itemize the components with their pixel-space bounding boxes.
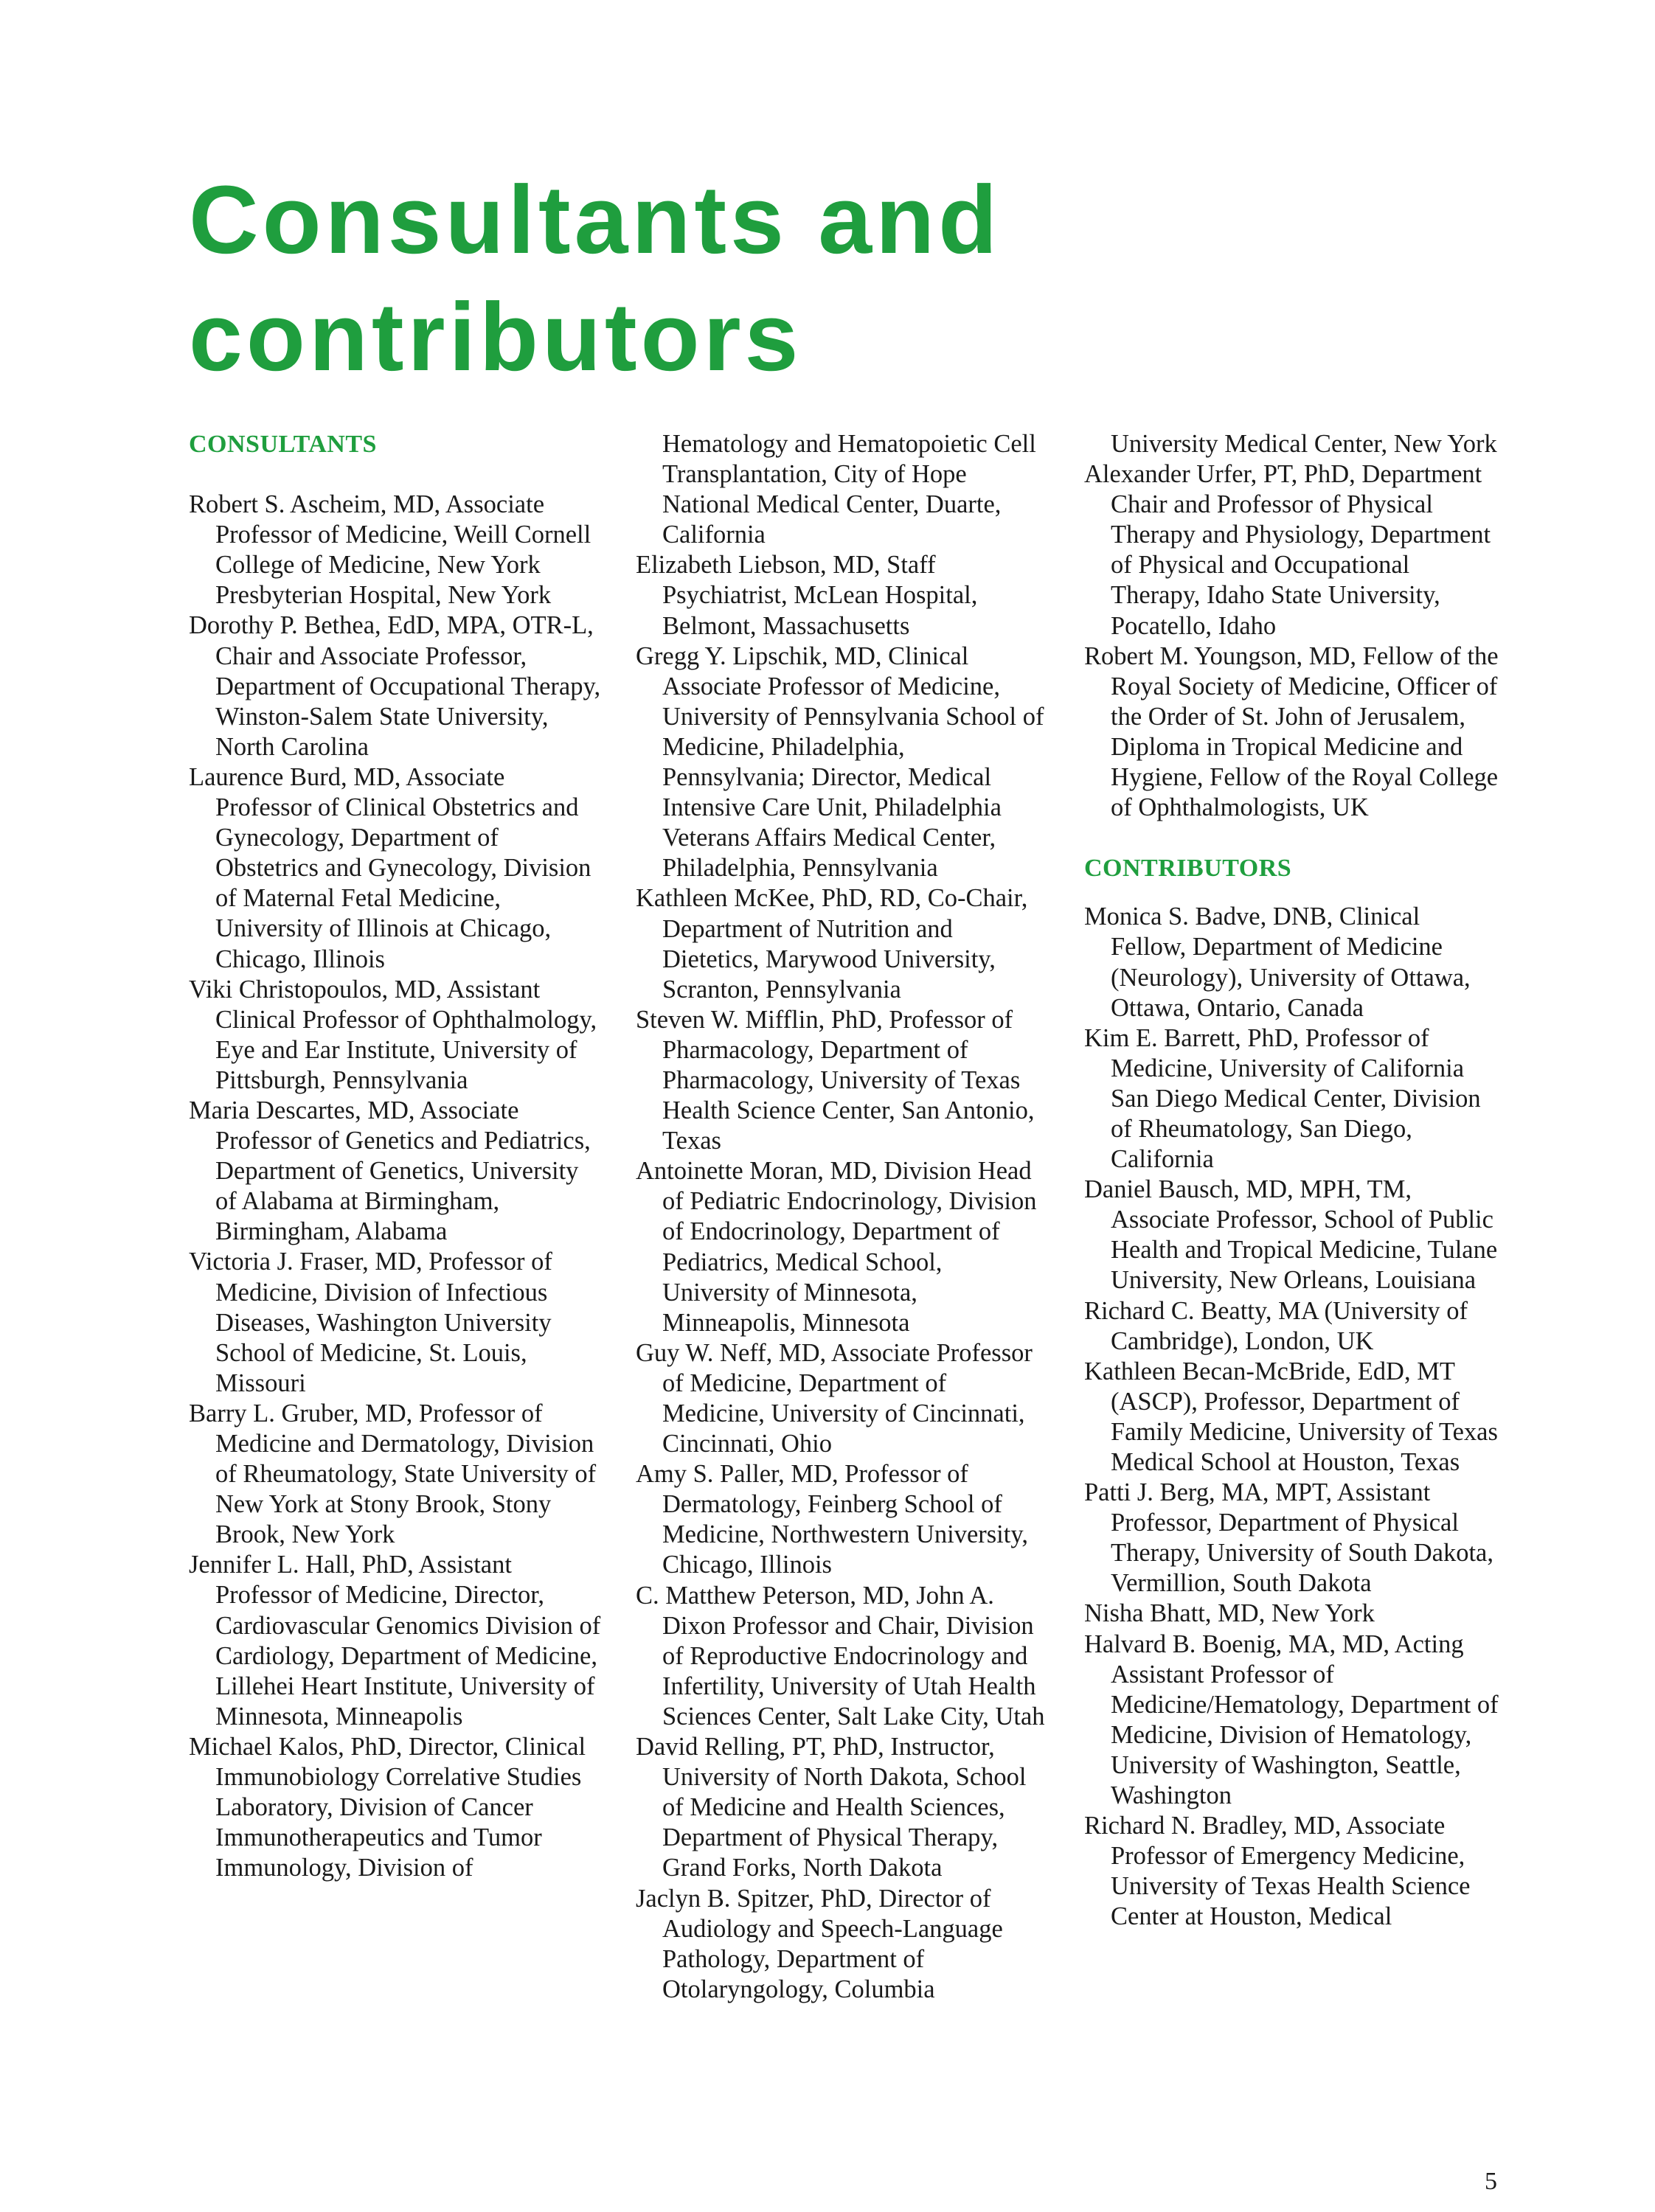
- contributor-entry: Nisha Bhatt, MD, New York: [1084, 1599, 1375, 1628]
- contributor-entry: Kathleen McKee, PhD, RD, Co-Chair, Department of Nutrition and Dietetics, Marywood University, Scranton, Pennsylvania: [636, 884, 1028, 1004]
- contributor-entry: Patti J. Berg, MA, MPT, Assistant Professor, Department of Physical Therapy, University of South Dakota, Vermillion, South Dakota: [1084, 1478, 1493, 1598]
- contributor-entry: Daniel Bausch, MD, MPH, TM, Associate Professor, School of Public Health and Tropical Medicine, Tulane University, New Orleans, Louisiana: [1084, 1175, 1498, 1295]
- page-number: 5: [1485, 2168, 1497, 2195]
- contributor-entry: Jaclyn B. Spitzer, PhD, Director of Audiology and Speech-Language Pathology, Department of Otolaryngology, Columbia: [636, 1884, 1003, 2003]
- contributor-entry: David Relling, PT, PhD, Instructor, University of North Dakota, School of Medicine and Health Sciences, Department of Physical Therapy, Grand Forks, North Dakota: [636, 1733, 1027, 1882]
- column-3: [1084, 429, 1501, 1933]
- contributor-entry: Guy W. Neff, MD, Associate Professor of Medicine, Department of Medicine, University of Cincinnati, Cincinnati, Ohio: [636, 1338, 1033, 1458]
- contributor-entry: Amy S. Paller, MD, Professor of Dermatology, Feinberg School of Medicine, Northwestern University, Chicago, Illinois: [636, 1460, 1028, 1579]
- contributor-entry: Robert S. Ascheim, MD, Associate Professor of Medicine, Weill Cornell College of Medicine, New York Presbyterian Hospital, New York: [189, 490, 591, 610]
- column-1: [189, 429, 602, 1883]
- contributor-entry: Steven W. Mifflin, PhD, Professor of Pharmacology, Department of Pharmacology, University of Texas Health Science Center, San Antonio, Texas: [636, 1005, 1035, 1155]
- contributor-entry: Richard N. Bradley, MD, Associate Professor of Emergency Medicine, University of Texas Health Science Center at Houston, Medical: [1084, 1812, 1471, 1931]
- contributor-entry: Barry L. Gruber, MD, Professor of Medicine and Dermatology, Division of Rheumatology, State University of New York at Stony Brook, Stony Brook, New York: [189, 1399, 597, 1549]
- contributor-entry: Michael Kalos, PhD, Director, Clinical Immunobiology Correlative Studies Laboratory, Division of Cancer Immunotherapeutics and Tumor Immunology, Division of: [189, 1732, 586, 1882]
- page-title-line-2: contributors: [189, 282, 802, 391]
- contributor-entry: Dorothy P. Bethea, EdD, MPA, OTR-L, Chair and Associate Professor, Department of Occupational Therapy, Winston-Salem State University, North Carolina: [189, 611, 601, 761]
- contributor-entry: Maria Descartes, MD, Associate Professor of Genetics and Pediatrics, Department of Genetics, University of Alabama at Birmingham, Birmingham, Alabama: [189, 1096, 591, 1246]
- contributor-entry: Alexander Urfer, PT, PhD, Department Chair and Professor of Physical Therapy and Physiology, Department of Physical and Occupational Therapy, Idaho State University, Pocatello, Idaho: [1084, 460, 1491, 640]
- contributor-entry: Elizabeth Liebson, MD, Staff Psychiatrist, McLean Hospital, Belmont, Massachusetts: [636, 551, 978, 640]
- contributor-entry: Richard C. Beatty, MA (University of Cambridge), London, UK: [1084, 1296, 1468, 1355]
- contributor-entry: Antoinette Moran, MD, Division Head of Pediatric Endocrinology, Division of Endocrinology, Department of Pediatrics, Medical School, University of Minnesota, Minneapolis, Minnesota: [636, 1157, 1037, 1337]
- contributor-entry: Halvard B. Boenig, MA, MD, Acting Assistant Professor of Medicine/Hematology, Department of Medicine, Division of Hematology, University of Washington, Seattle, Washington: [1084, 1630, 1499, 1810]
- column-2: [636, 429, 1052, 2005]
- contributor-entry: C. Matthew Peterson, MD, John A. Dixon Professor and Chair, Division of Reproductive Endocrinology and Infertility, University of Utah Health Sciences Center, Salt Lake City, Utah: [636, 1581, 1045, 1731]
- contributor-entry-continued: Hematology and Hematopoietic Cell Transplantation, City of Hope National Medical Center, Duarte, California: [662, 430, 1036, 549]
- contributor-entry: Kathleen Becan-McBride, EdD, MT (ASCP), Professor, Department of Family Medicine, University of Texas Medical School at Houston, Texas: [1084, 1357, 1498, 1476]
- contributor-entry: Laurence Burd, MD, Associate Professor of Clinical Obstetrics and Gynecology, Department of Obstetrics and Gynecology, Division of Maternal Fetal Medicine, University of Illinois at Chicago, Chicago, Illinois: [189, 762, 591, 973]
- contributor-entry: Gregg Y. Lipschik, MD, Clinical Associate Professor of Medicine, University of Pennsylvania School of Medicine, Philadelphia, Pennsylvania; Director, Medical Intensive Care Unit, Philadelphia Veterans Affairs Medical Center, Philadelphia, Pennsylvania: [636, 641, 1044, 883]
- contributor-entry: Jennifer L. Hall, PhD, Assistant Professor of Medicine, Director, Cardiovascular Genomics Division of Cardiology, Department of Medicine, Lillehei Heart Institute, University of Minnesota, Minneapolis: [189, 1551, 601, 1731]
- contributor-entry-continued: University Medical Center, New York: [1111, 430, 1497, 458]
- page-title-line-1: Consultants and: [189, 165, 1002, 274]
- contributor-entry: Monica S. Badve, DNB, Clinical Fellow, Department of Medicine (Neurology), University of Ottawa, Ottawa, Ontario, Canada: [1084, 902, 1471, 1022]
- contributor-entry: Kim E. Barrett, PhD, Professor of Medicine, University of California San Diego Medical Center, Division of Rheumatology, San Diego, California: [1084, 1023, 1481, 1174]
- contributor-entry: Victoria J. Fraser, MD, Professor of Medicine, Division of Infectious Diseases, Washington University School of Medicine, St. Louis, Missouri: [189, 1248, 552, 1397]
- contributors-heading: CONTRIBUTORS: [1084, 855, 1292, 883]
- page-title: [189, 161, 1516, 395]
- contributor-entry: Viki Christopoulos, MD, Assistant Clinical Professor of Ophthalmology, Eye and Ear Institute, University of Pittsburgh, Pennsylvania: [189, 975, 597, 1094]
- consultants-heading: CONSULTANTS: [189, 431, 377, 458]
- contributor-entry: Robert M. Youngson, MD, Fellow of the Royal Society of Medicine, Officer of the Order of St. John of Jerusalem, Diploma in Tropical Medicine and Hygiene, Fellow of the Royal College of Ophthalmologists, UK: [1084, 641, 1499, 822]
